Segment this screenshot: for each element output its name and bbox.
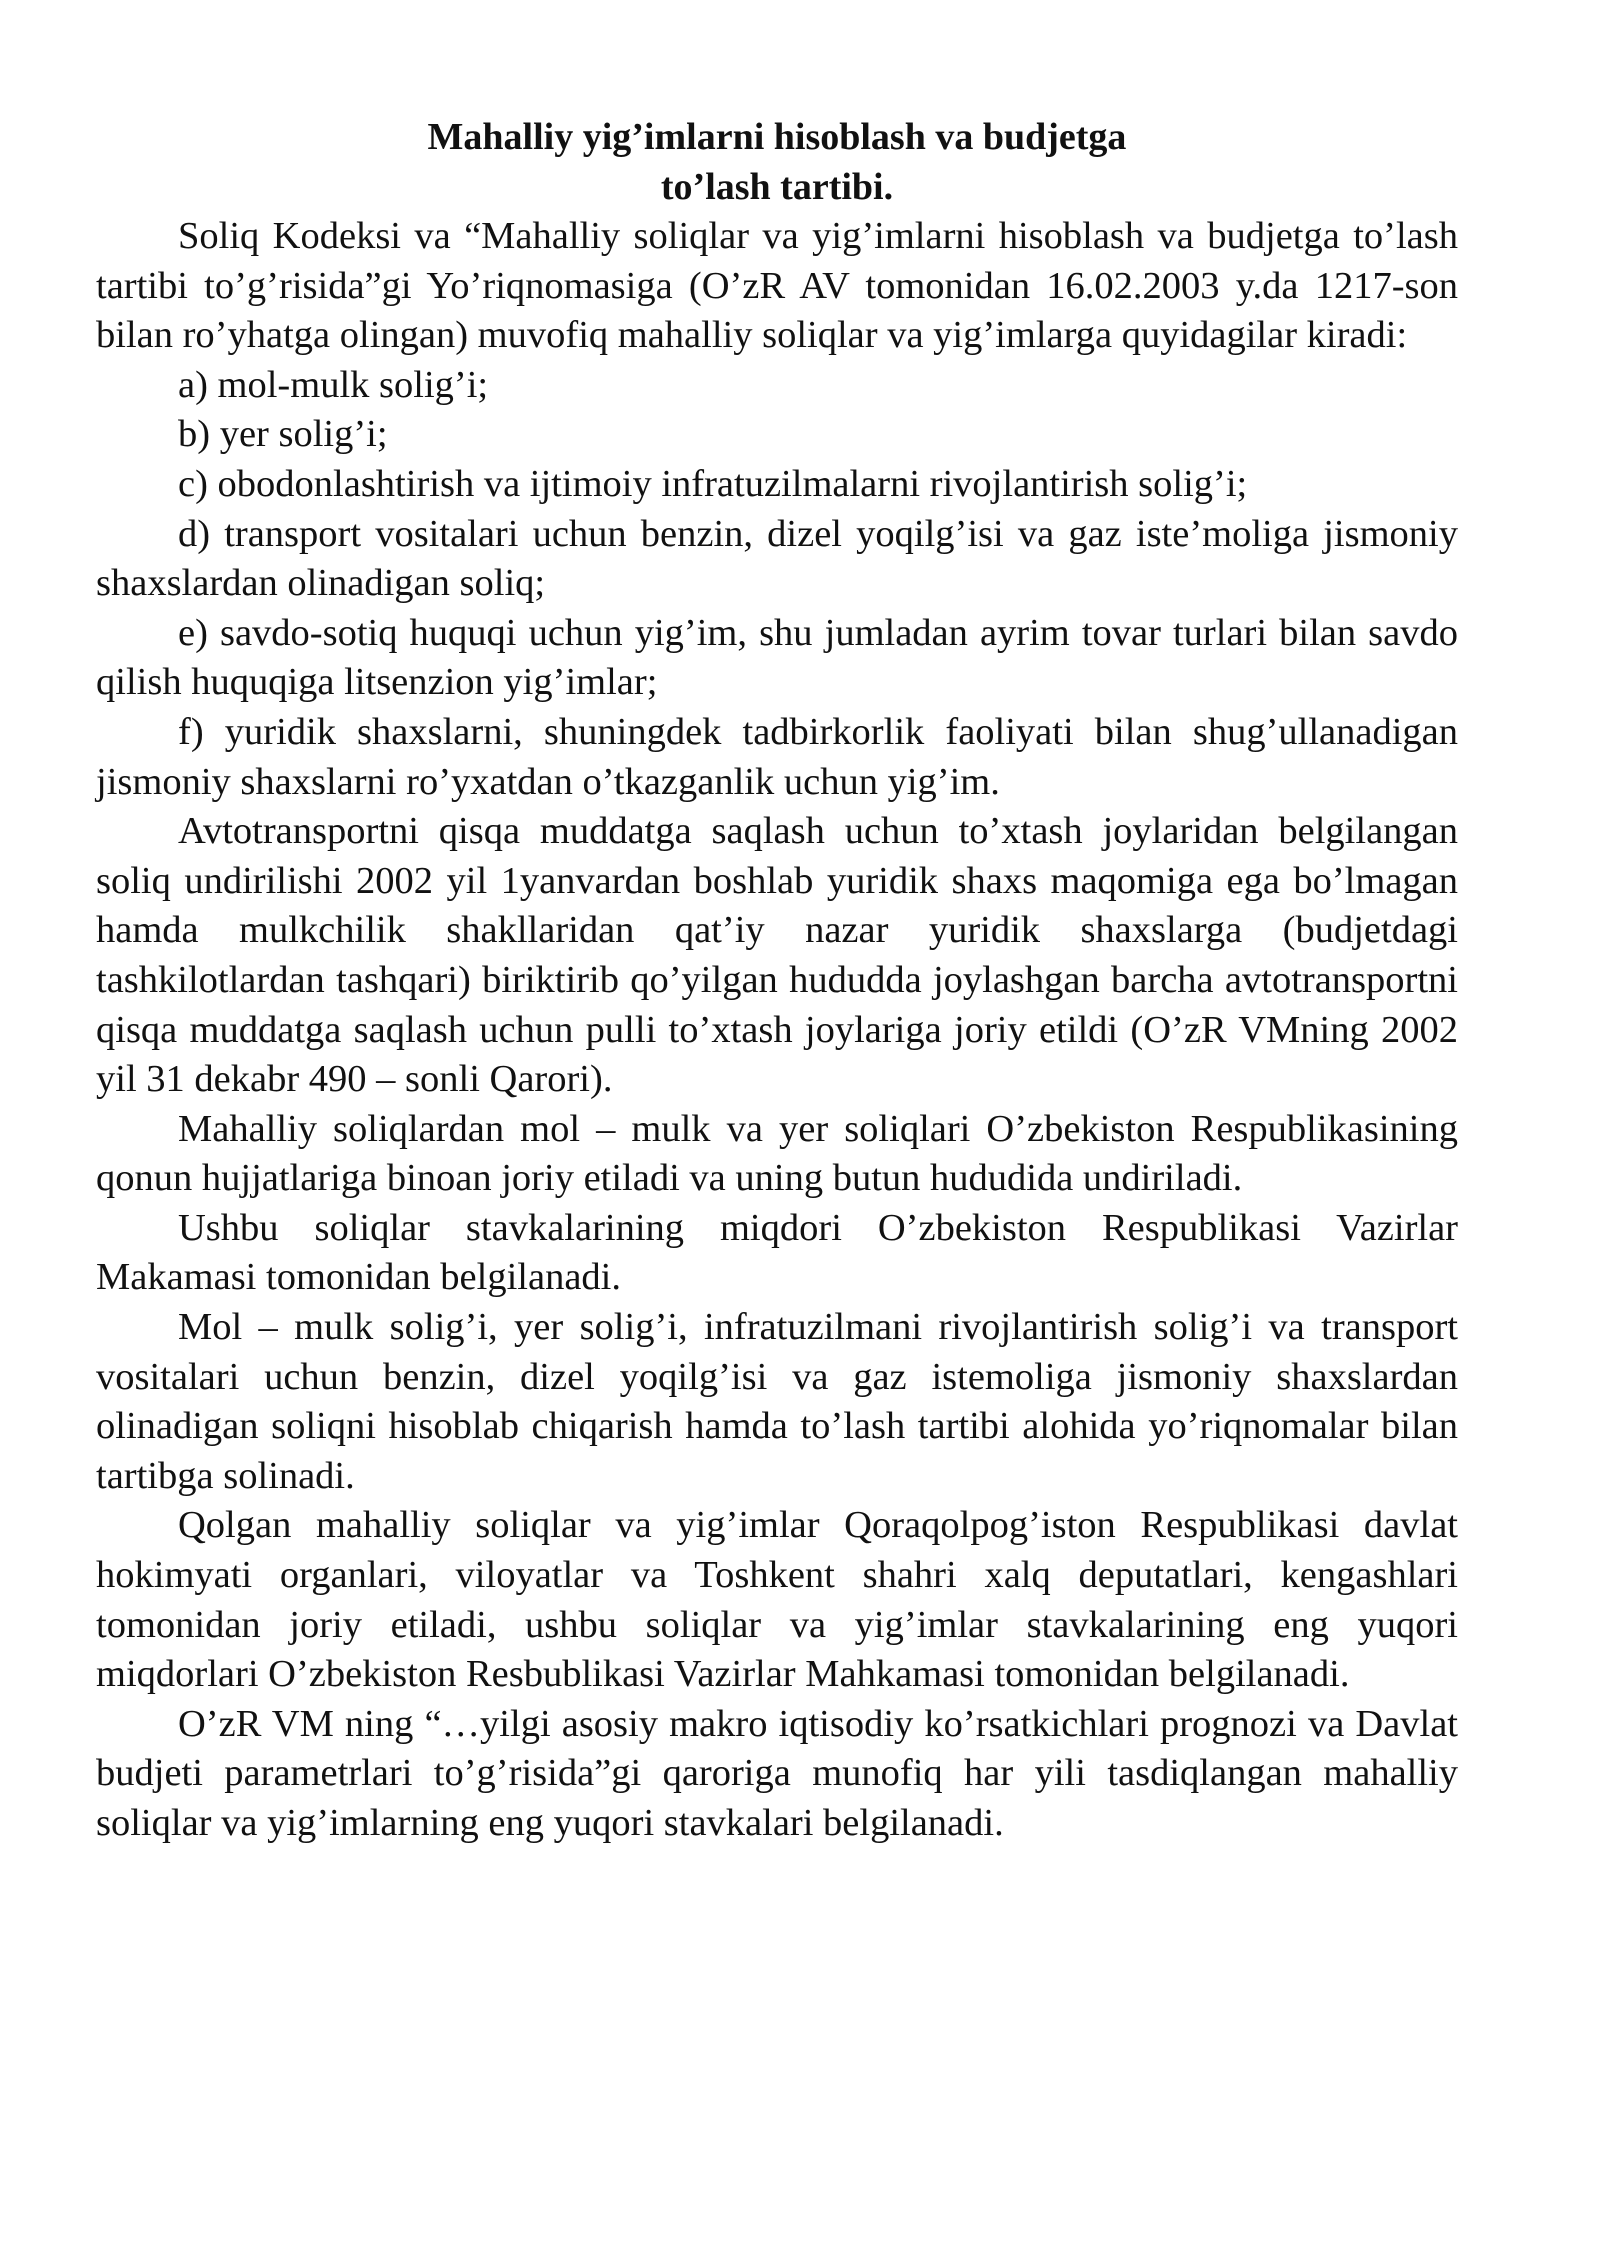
paragraph-property-land: Mahalliy soliqlardan mol – mulk va yer soliqlari O’zbekiston Respublikasining qonun hujjatlariga binoan joriy etiladi va uning butun hududida undiriladi. — [96, 1107, 1458, 1200]
intro-paragraph: Soliq Kodeksi va “Mahalliy soliqlar va yig’imlarni hisoblash va budjetga to’lash tartibi to’g’risida”gi Yo’riqnomasiga (O’zR AV tomonidan 16.02.2003 y.da 1217-son bilan ro’yhatga olingan) muvofiq mahalliy soliqlar va yig’imlarga quyidagilar kiradi: — [96, 215, 1458, 357]
paragraph-parking: Avtotransportni qisqa muddatga saqlash uchun to’xtash joylaridan belgilangan soliq undirilishi 2002 yil 1yanvardan boshlab yuridik shaxs maqomiga ega bo’lmagan hamda mulkchilik shakllaridan qat’iy nazar yuridik shaxslarga (budjetdagi tashkilotlardan tashqari) biriktirib qo’yilgan hududda joylashgan barcha avtotransportni qisqa muddatga saqlash uchun pulli to’xtash joylariga joriy etildi (O’zR VMning 2002 yil 31 dekabr 490 – sonli Qarori). — [96, 810, 1458, 1101]
paragraph-rates: Ushbu soliqlar stavkalarining miqdori O’zbekiston Respublikasi Vazirlar Makamasi tomonidan belgilanadi. — [96, 1206, 1458, 1299]
title-line-2: to’lash tartibi. — [660, 166, 894, 208]
list-item-f: f) yuridik shaxslarni, shuningdek tadbirkorlik faoliyati bilan shug’ullanadigan jismoniy shaxslarni ro’yxatdan o’tkazganlik uchun yig’im. — [96, 710, 1458, 803]
document-title — [96, 112, 1458, 212]
list-item-a: a) mol-mulk solig’i; — [178, 363, 489, 406]
paragraph-max-rates: O’zR VM ning “…yilgi asosiy makro iqtisodiy ko’rsatkichlari prognozi va Davlat budjeti parametrlari to’g’risida”gi qaroriga munofiq har yili tasdiqlangan mahalliy soliqlar va yig’imlarning eng yuqori stavkalari belgilanadi. — [96, 1702, 1458, 1844]
list-item-b: b) yer solig’i; — [178, 413, 388, 456]
paragraph-regional: Qolgan mahalliy soliqlar va yig’imlar Qoraqolpog’iston Respublikasi davlat hokimyati organlari, viloyatlar va Toshkent shahri xalq deputatlari, kengashlari tomonidan joriy etiladi, ushbu soliqlar va yig’imlar stavkalarining eng yuqori miqdorlari O’zbekiston Resbublikasi Vazirlar Mahkamasi tomonidan belgilanadi. — [96, 1504, 1458, 1696]
title-line-1: Mahalliy yig’imlarni hisoblash va budjetga — [427, 116, 1127, 158]
list-item-c: c) obodonlashtirish va ijtimoiy infratuzilmalarni rivojlantirish solig’i; — [178, 462, 1248, 505]
document-page — [96, 112, 1458, 1849]
list-item-e: e) savdo-sotiq huquqi uchun yig’im, shu jumladan ayrim tovar turlari bilan savdo qilish huquqiga litsenzion yig’imlar; — [96, 611, 1458, 704]
paragraph-instructions: Mol – mulk solig’i, yer solig’i, infratuzilmani rivojlantirish solig’i va transport vositalari uchun benzin, dizel yoqilg’isi va gaz istemoliga jismoniy shaxslardan olinadigan soliqni hisoblab chiqarish hamda to’lash tartibi alohida yo’riqnomalar bilan tartibga solinadi. — [96, 1306, 1458, 1497]
list-item-d: d) transport vositalari uchun benzin, dizel yoqilg’isi va gaz iste’moliga jismoniy shaxslardan olinadigan soliq; — [96, 512, 1458, 605]
